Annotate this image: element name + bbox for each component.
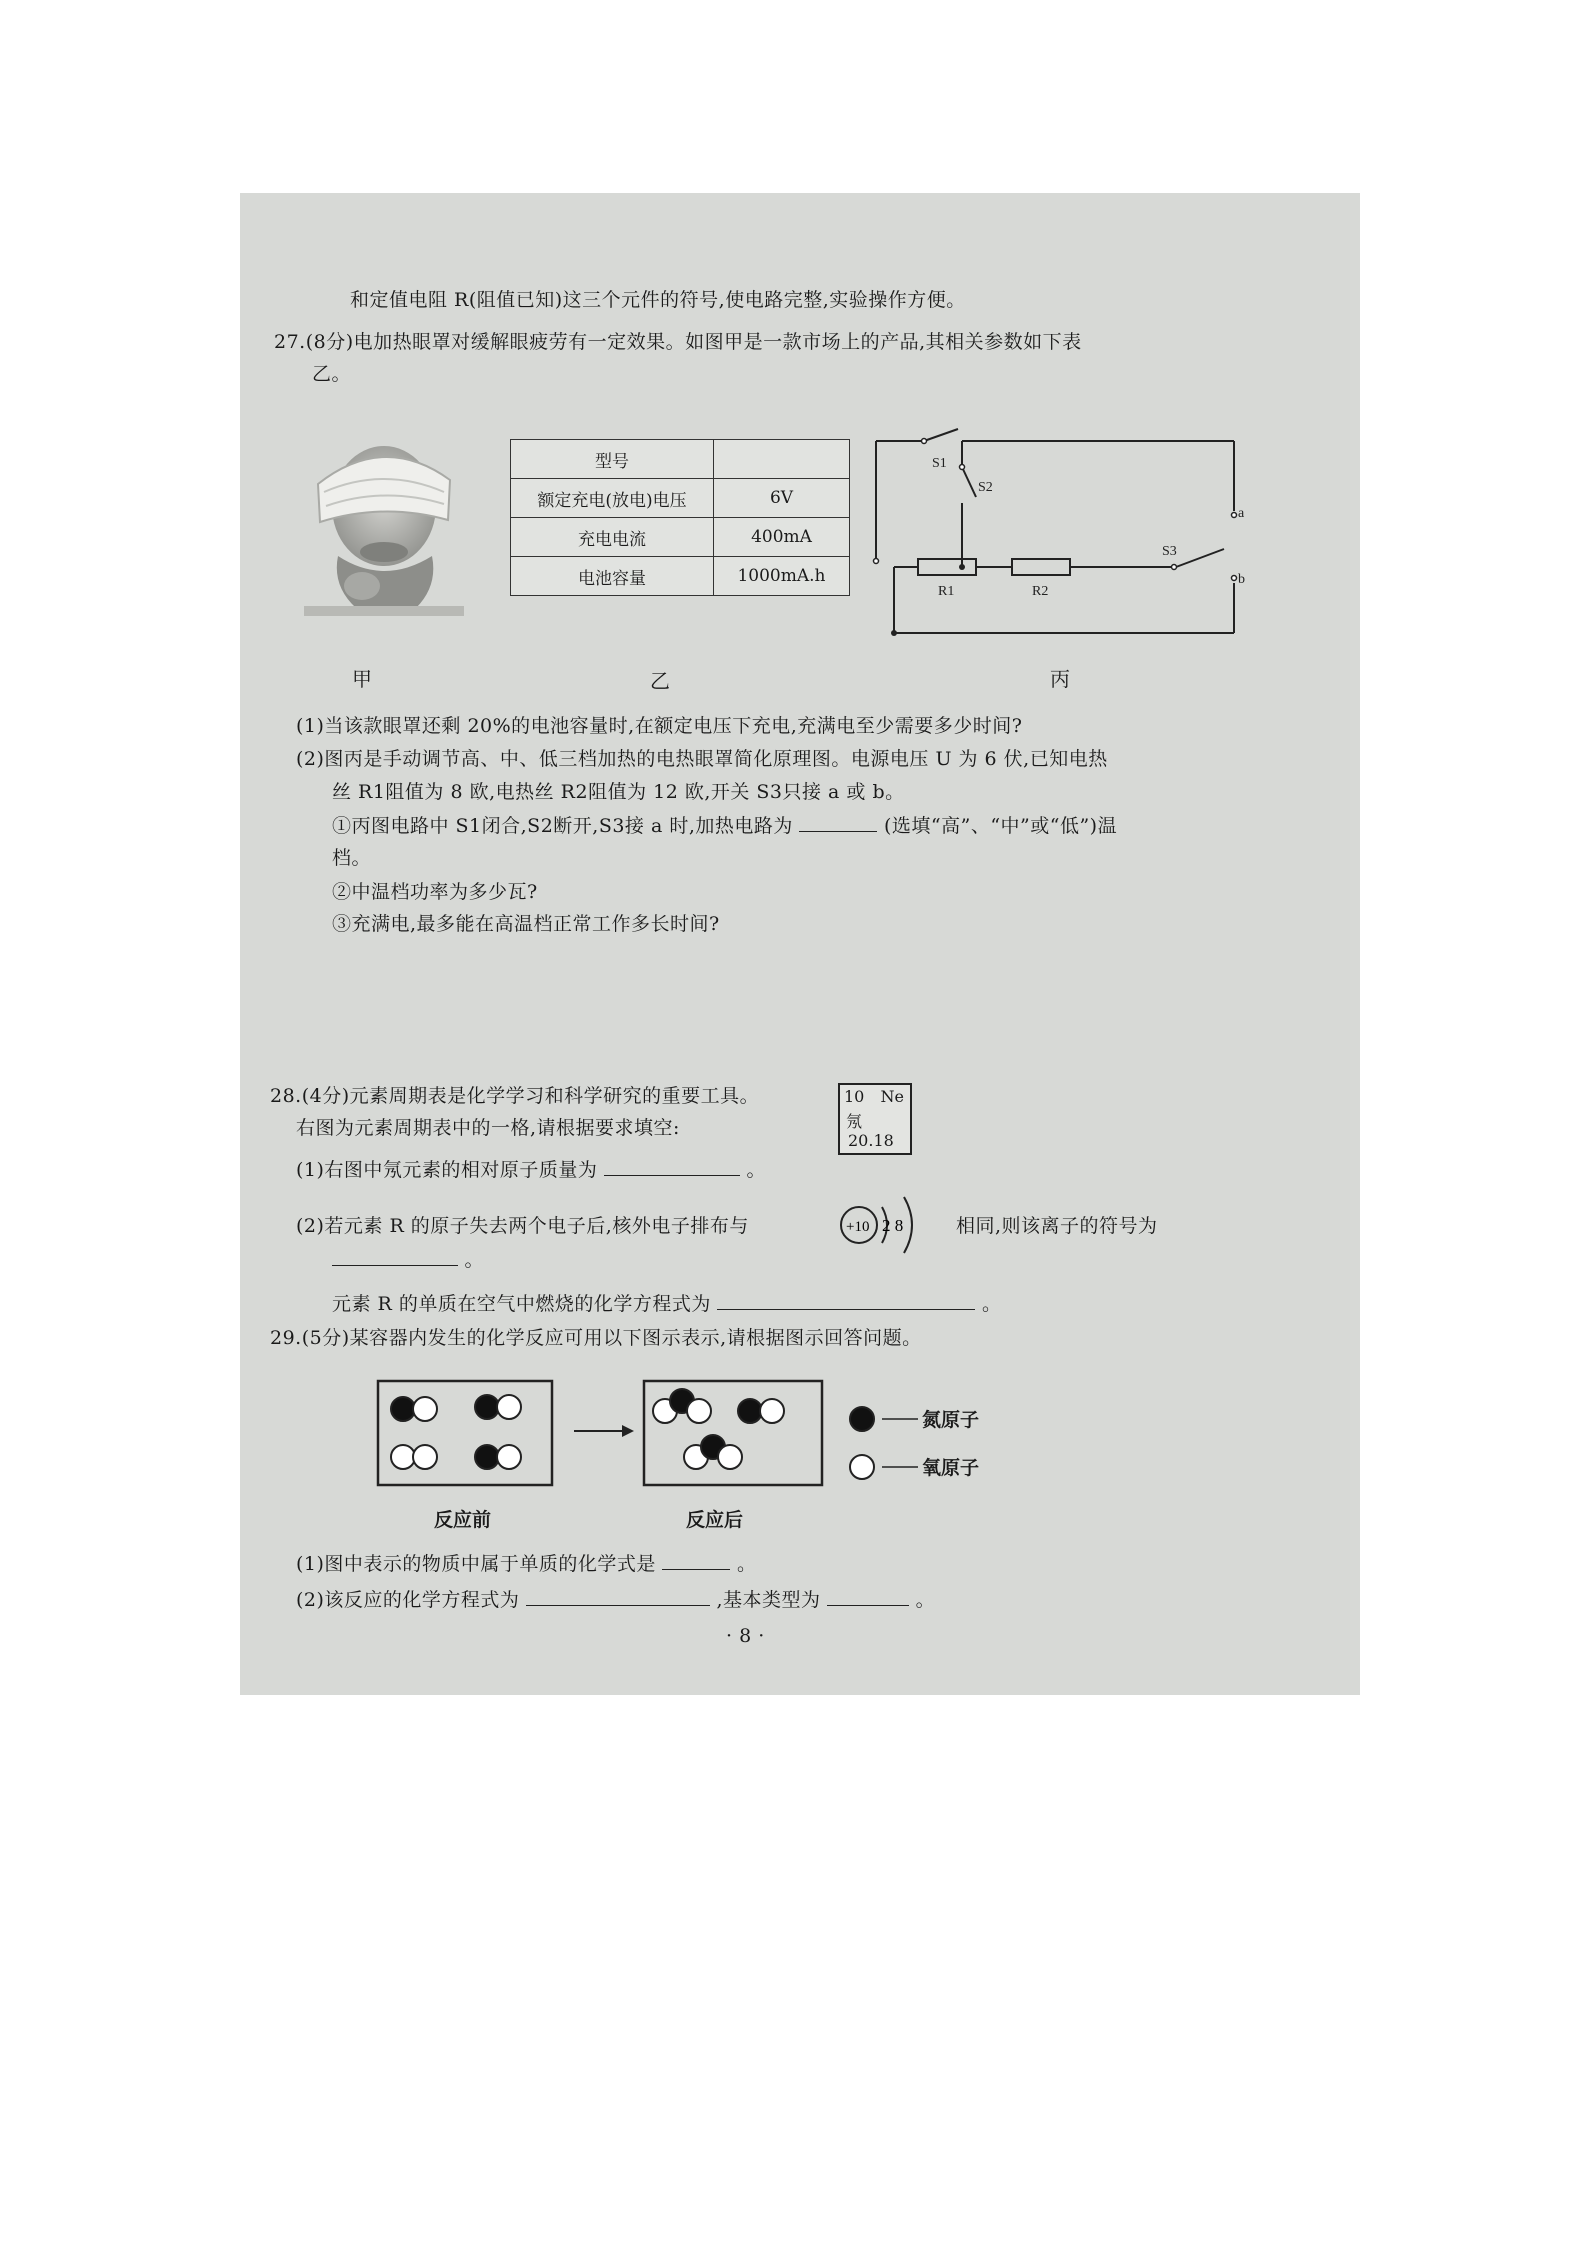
atom-structure-diagram: [836, 1189, 946, 1259]
q28-part2: [296, 1213, 749, 1239]
terminal-b-label: b: [1238, 572, 1245, 587]
q29-stem: 29.(5分)某容器内发生的化学反应可用以下图示表示,请根据图示回答问题。: [270, 1327, 922, 1349]
circuit-diagram: [866, 433, 1245, 643]
q28-part2-cont: 相同,则该离子的符号为: [956, 1215, 1158, 1237]
r2-label: R2: [1032, 584, 1049, 599]
answer-blank[interactable]: [332, 1247, 458, 1266]
q29-part1-text: (1)图中表示的物质中属于单质的化学式是: [296, 1553, 656, 1575]
q27-stem-line2: 乙。: [312, 363, 352, 385]
r1-label: R1: [938, 584, 955, 599]
element-symbol: Ne: [880, 1087, 904, 1106]
spec-label: 充电电流: [511, 518, 714, 557]
q29-part2-mid: ,基本类型为: [716, 1589, 821, 1611]
q27-sub1-end: 档。: [332, 847, 372, 869]
q28-part3-end: 。: [981, 1293, 1002, 1315]
q29-part2: [296, 1587, 935, 1613]
exam-page: [240, 193, 1360, 1695]
q28-stem-line2: 右图为元素周期表中的一格,请根据要求填空:: [296, 1117, 680, 1139]
legend-oxygen: 氧原子: [922, 1457, 980, 1479]
after-label: 反应后: [686, 1509, 744, 1531]
q27-part2-line2: 丝 R1阻值为 8 欧,电热丝 R2阻值为 12 欧,开关 S3只接 a 或 b。: [332, 781, 905, 803]
q28-part1: [296, 1157, 766, 1183]
s1-label: S1: [932, 456, 947, 471]
spec-label: 型号: [511, 440, 714, 479]
q28-part1-end: 。: [746, 1159, 767, 1181]
neon-element-cell: [838, 1083, 912, 1155]
spec-value: 6V: [714, 479, 850, 518]
q27-part2-line1: (2)图丙是手动调节高、中、低三档加热的电热眼罩简化原理图。电源电压 U 为 6 伏,已知电热: [296, 748, 1108, 770]
atomic-mass: 20.18: [848, 1131, 894, 1150]
page-number: · 8 ·: [726, 1625, 765, 1647]
nitrogen-atom-icon: [850, 1407, 874, 1431]
answer-blank[interactable]: [526, 1587, 710, 1606]
legend-nitrogen: 氮原子: [922, 1409, 980, 1431]
spec-label: 额定充电(放电)电压: [511, 479, 714, 518]
answer-blank[interactable]: [827, 1587, 909, 1606]
q27-sub1-options: (选填“高”、“中”或“低”)温: [883, 815, 1118, 837]
terminal-a-label: a: [1238, 506, 1245, 521]
answer-blank[interactable]: [717, 1291, 975, 1310]
q27-stem-line1: 27.(8分)电加热眼罩对缓解眼疲劳有一定效果。如图甲是一款市场上的产品,其相关参数如下表: [274, 331, 1082, 353]
q28-stem-line1: 28.(4分)元素周期表是化学学习和科学研究的重要工具。: [270, 1085, 760, 1107]
spec-table: [510, 439, 850, 596]
q28-part1-text: (1)右图中氖元素的相对原子质量为: [296, 1159, 598, 1181]
element-name: 氖: [846, 1112, 863, 1131]
q27-sub1-text: ①丙图电路中 S1闭合,S2断开,S3接 a 时,加热电路为: [332, 815, 793, 837]
s2-label: S2: [978, 480, 993, 495]
q29-part1-end: 。: [737, 1553, 757, 1575]
eye-mask-photo: [298, 436, 470, 616]
answer-blank[interactable]: [662, 1551, 730, 1570]
q27-sub2: ②中温档功率为多少瓦?: [332, 881, 538, 903]
before-label: 反应前: [434, 1509, 492, 1531]
fig-yi-caption: 乙: [650, 669, 670, 693]
reaction-diagram: [376, 1379, 996, 1489]
electron-shells: 2 8: [882, 1216, 904, 1235]
q27-sub1: [332, 813, 1117, 839]
q28-part2-end: 。: [464, 1249, 485, 1271]
atomic-number: 10: [844, 1087, 865, 1106]
spec-value: [714, 440, 850, 479]
q27-sub3: ③充满电,最多能在高温档正常工作多长时间?: [332, 913, 720, 935]
q28-part3: [332, 1291, 1002, 1317]
q29-part1: [296, 1551, 757, 1577]
fig-jia-caption: 甲: [352, 667, 372, 691]
s3-label: S3: [1162, 544, 1177, 559]
q27-part1: (1)当该款眼罩还剩 20%的电池容量时,在额定电压下充电,充满电至少需要多少时间?: [296, 715, 1023, 737]
spec-value: 400mA: [714, 518, 850, 557]
q28-part2-answer: [332, 1247, 484, 1273]
answer-blank[interactable]: [799, 813, 877, 832]
oxygen-atom-icon: [850, 1455, 874, 1479]
q29-part2-text: (2)该反应的化学方程式为: [296, 1589, 520, 1611]
spec-value: 1000mA.h: [714, 557, 850, 596]
nucleus-charge: +10: [846, 1219, 870, 1235]
spec-label: 电池容量: [511, 557, 714, 596]
answer-blank[interactable]: [604, 1157, 740, 1176]
q28-part3-text: 元素 R 的单质在空气中燃烧的化学方程式为: [332, 1293, 711, 1315]
fig-bing-caption: 丙: [1050, 667, 1070, 691]
q28-part2-text: (2)若元素 R 的原子失去两个电子后,核外电子排布与: [296, 1215, 749, 1237]
q29-part2-end: 。: [915, 1589, 936, 1611]
intro-line: 和定值电阻 R(阻值已知)这三个元件的符号,使电路完整,实验操作方便。: [350, 289, 966, 311]
